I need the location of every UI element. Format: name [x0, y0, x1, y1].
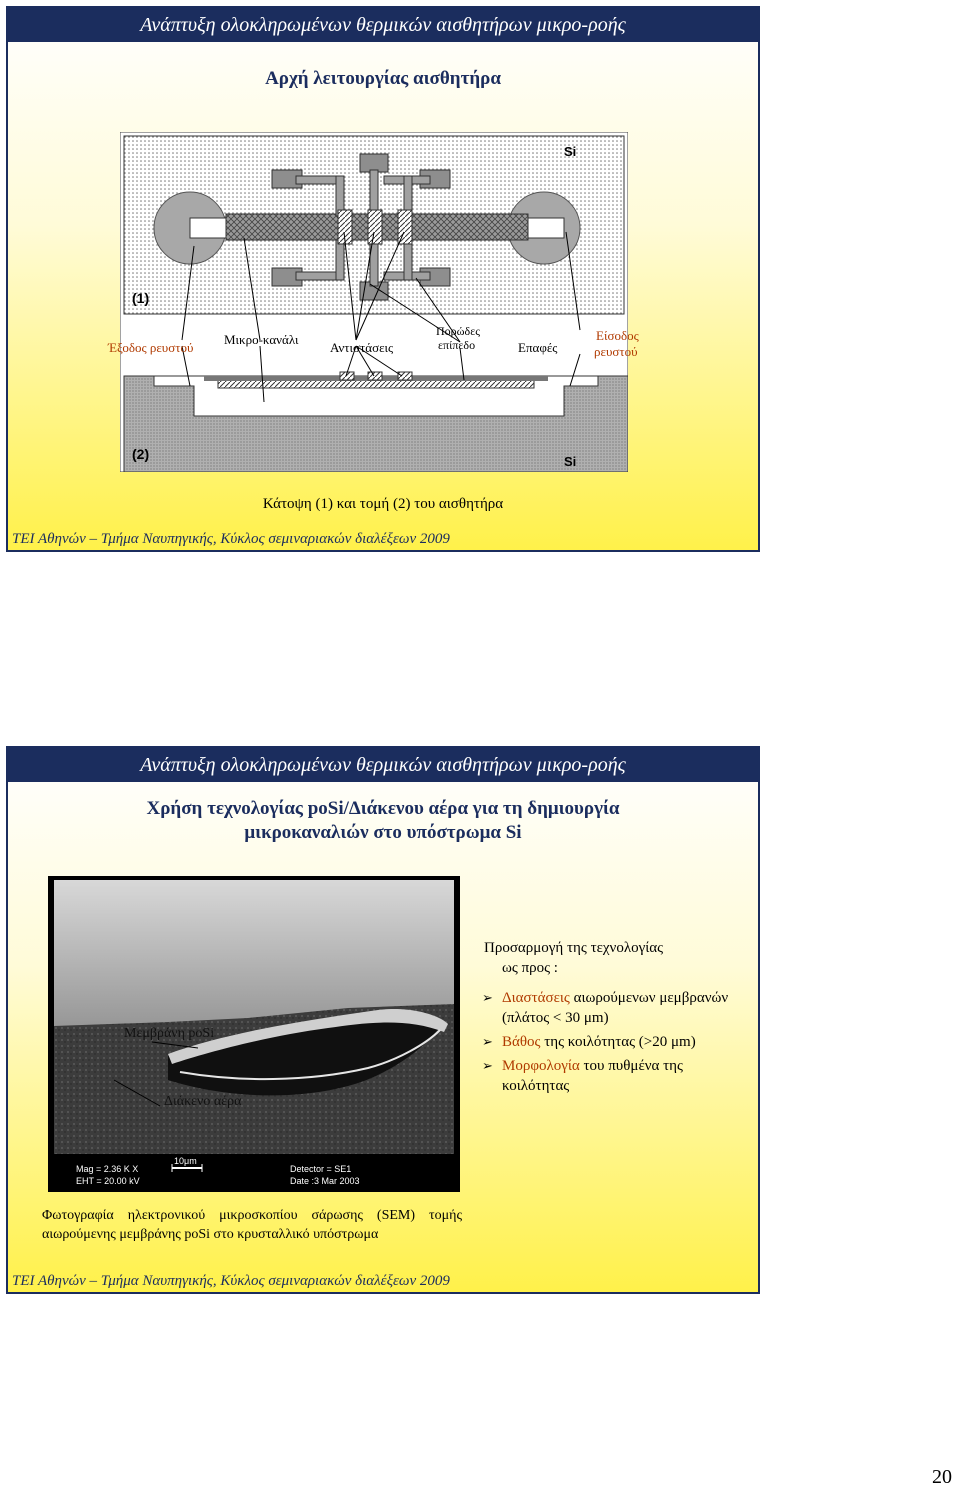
bullet-highlight: Βάθος	[502, 1034, 541, 1050]
sem-eht: EHT = 20.00 kV	[76, 1176, 140, 1186]
bullet-text	[502, 1056, 742, 1096]
label-porous-2: επίπεδο	[438, 338, 476, 352]
label-inlet-1: Είσοδος	[596, 328, 639, 343]
sem-photo-svg	[48, 876, 460, 1192]
arrow-bullet-icon: ➢	[482, 990, 493, 1005]
bullet-highlight: Μορφολογία	[502, 1058, 580, 1074]
slide-1-subtitle: Αρχή λειτουργίας αισθητήρα	[265, 68, 501, 89]
sensor-diagram-svg	[120, 132, 628, 472]
slide-2-footer: ΤΕΙ Αθηνών – Τμήμα Ναυπηγικής, Κύκλος σεμιναριακών διαλέξεων 2009	[12, 1273, 450, 1289]
arrow-bullet-icon: ➢	[482, 1034, 493, 1049]
bullet-rest: της κοιλότητας (>20 μm)	[540, 1034, 696, 1050]
slide-1-footer: ΤΕΙ Αθηνών – Τμήμα Ναυπηγικής, Κύκλος σεμιναριακών διαλέξεων 2009	[12, 531, 450, 547]
label-porous-1: Πορώδες	[436, 324, 480, 338]
label-outlet: Έξοδος ρευστού	[108, 340, 194, 355]
label-air-gap: Διάκενο αέρα	[164, 1094, 242, 1109]
si-bottom-label: Si	[564, 454, 577, 469]
label-cross-section: (2)	[132, 446, 150, 462]
label-inlet-2: ρευστού	[594, 344, 638, 359]
sem-photo	[48, 876, 460, 1192]
sem-caption: Φωτογραφία ηλεκτρονικού μικροσκοπίου σάρωσης (SEM) τομής αιωρούμενης μεμβράνης poSi στο κρυσταλλικό υπόστρωμα	[42, 1208, 462, 1242]
slide-2	[6, 746, 760, 1294]
adaptation-bullet	[482, 1032, 742, 1052]
sem-scale: 10μm	[174, 1156, 197, 1166]
slide-1	[6, 6, 760, 552]
label-microchannel: Μικρο-κανάλι	[224, 332, 299, 347]
adaptation-list	[482, 938, 742, 1096]
slide-2-header	[8, 748, 758, 782]
label-contacts: Επαφές	[518, 340, 558, 355]
label-membrane: Μεμβράνη poSi	[124, 1026, 215, 1041]
slide-2-subtitle-line1: Χρήση τεχνολογίας poSi/Διάκενου αέρα για τη δημιουργία	[146, 798, 620, 819]
sem-mag: Mag = 2.36 K X	[76, 1164, 139, 1174]
adaptation-bullet	[482, 988, 742, 1028]
adaptation-bullet	[482, 1056, 742, 1096]
slide-2-subtitle-line2: μικροκαναλιών στο υπόστρωμα Si	[244, 822, 522, 843]
bullet-rest: του πυθμένα της κοιλότητας	[502, 1058, 683, 1094]
slide-1-caption: Κάτοψη (1) και τομή (2) του αισθητήρα	[262, 496, 504, 512]
bullet-text	[502, 1032, 696, 1052]
label-plan-view: (1)	[132, 290, 150, 306]
sem-detector: Detector = SE1	[290, 1164, 352, 1174]
adaptation-intro-2: ως προς :	[502, 960, 558, 976]
sem-date: Date :3 Mar 2003	[290, 1176, 360, 1186]
bullet-rest: αιωρούμενων μεμβρανών (πλάτος < 30 μm)	[502, 990, 729, 1026]
page-number: 20	[932, 1466, 952, 1488]
label-resistors: Αντιστάσεις	[330, 340, 394, 355]
slide-1-header	[8, 8, 758, 42]
bullet-highlight: Διαστάσεις	[502, 990, 570, 1006]
adaptation-intro-1: Προσαρμογή της τεχνολογίας	[484, 940, 664, 956]
si-top-label: Si	[564, 144, 577, 159]
sensor-diagram	[108, 132, 639, 472]
slide-2-header-text: Ανάπτυξη ολοκληρωμένων θερμικών αισθητήρων μικρο-ροής	[140, 753, 626, 776]
bullet-text	[502, 988, 742, 1028]
arrow-bullet-icon: ➢	[482, 1058, 493, 1073]
slide-1-header-text: Ανάπτυξη ολοκληρωμένων θερμικών αισθητήρων μικρο-ροής	[140, 13, 626, 36]
